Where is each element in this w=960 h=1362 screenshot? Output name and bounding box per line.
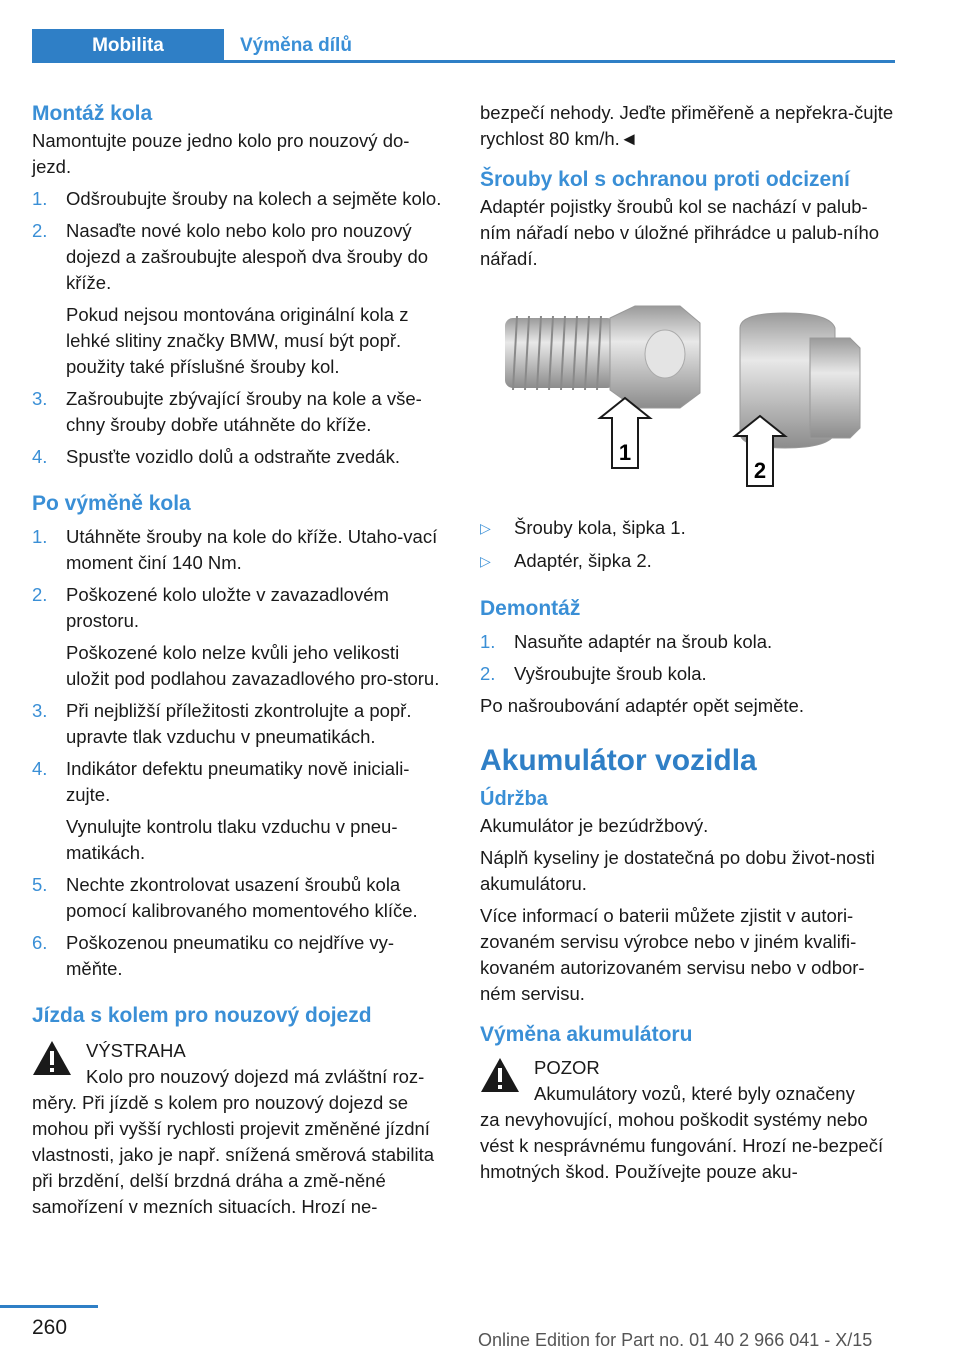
- bullet-list-parts: [480, 515, 895, 574]
- right-column: [480, 100, 895, 1185]
- list-item: 3. Při nejbližší příležitosti zkontrolujte a popř. upravte tlak vzduchu v pneumatikách.: [32, 700, 412, 747]
- caution-box: [480, 1055, 895, 1185]
- page-header: [0, 0, 895, 62]
- list-item: 1. Odšroubujte šrouby na kolech a sejměte kolo.: [32, 188, 442, 209]
- warning-title: VÝSTRAHA: [86, 1040, 186, 1061]
- caution-text-first: Akumulátory vozů, které byly označeny: [534, 1083, 855, 1104]
- list-item: ▷ Šrouby kola, šipka 1.: [480, 515, 895, 541]
- list-item: 2. Nasaďte nové kolo nebo kolo pro nouzový dojezd a zašroubujte alespoň dva šrouby do kříže. Pokud nejsou montována originální kola z lehké slitiny značky BMW, musí být popř. použity také příslušné šrouby kol.: [32, 218, 447, 380]
- battery-text-1: Akumulátor je bezúdržbový.: [480, 815, 709, 836]
- heading-jizda-nouzovy: Jízda s kolem pro nouzový dojezd: [32, 1004, 372, 1027]
- list-item: 1. Utáhněte šrouby na kole do kříže. Utaho-vací moment činí 140 Nm.: [32, 526, 438, 573]
- page-number: 260: [32, 1316, 68, 1339]
- list-item: 2. Poškozené kolo uložte v zavazadlovém prostoru. Poškozené kolo nelze kvůli jeho velikosti uložit pod podlahou zavazadlového pro-storu.: [32, 582, 447, 692]
- heading-montaz-kola: Montáž kola: [32, 102, 153, 125]
- list-item: 6. Poškozenou pneumatiku co nejdříve vy-měňte.: [32, 932, 395, 979]
- heading-udrzba: Údržba: [480, 788, 548, 810]
- adapter-square: [810, 338, 860, 438]
- header-divider: [32, 60, 895, 63]
- adapter-text: Adaptér pojistky šroubů kol se nachází v palub-ním nářadí nebo v úložné přihrádce u palub-ního nářadí.: [480, 196, 880, 269]
- heading-akumulator: Akumulátor vozidla: [480, 744, 757, 777]
- battery-text-2: Náplň kyseliny je dostatečná po dobu život-nosti akumulátoru.: [480, 847, 875, 894]
- left-column: [32, 100, 447, 1220]
- step-note: Vynulujte kontrolu tlaku vzduchu v pneu-matikách.: [66, 816, 398, 863]
- warning-text: měry. Při jízdě s kolem pro nouzový dojezd se mohou při vyšší rychlosti projevit změněné jízdní vlastnosti, jako je např. snížená směrová stabilita při brzdění, delší brzdná dráha a změ-něné samořízení v mezních situacích. Hrozí ne-: [32, 1092, 435, 1217]
- list-item: 3. Zašroubujte zbývající šrouby na kole a vše-chny šrouby dobře utáhněte do kříže.: [32, 388, 422, 435]
- after-text: Po našroubování adaptér opět sejměte.: [480, 695, 804, 716]
- list-item: ▷ Adaptér, šipka 2.: [480, 548, 895, 574]
- steps-list-montaz: [32, 186, 447, 470]
- step-note: Poškozené kolo nelze kvůli jeho velikosti uložit pod podlahou zavazadlového pro-storu.: [66, 642, 440, 689]
- steps-list-demontaz: [480, 629, 895, 687]
- list-item: 2. Vyšroubujte šroub kola.: [480, 663, 707, 684]
- wheel-bolt-illustration: [495, 298, 895, 488]
- caution-title: POZOR: [534, 1057, 600, 1078]
- footer-divider: [0, 1305, 98, 1308]
- heading-vymena-akumulatoru: Výměna akumulátoru: [480, 1023, 693, 1046]
- arrow-label-1: 1: [618, 440, 632, 465]
- heading-demontaz: Demontáž: [480, 597, 581, 620]
- list-item: 4. Spusťte vozidlo dolů a odstraňte zvedák.: [32, 446, 400, 467]
- warning-triangle-icon: [480, 1057, 520, 1093]
- warning-text-first: Kolo pro nouzový dojezd má zvláštní roz-: [86, 1066, 425, 1087]
- intro-text: Namontujte pouze jedno kolo pro nouzový do-jezd.: [32, 130, 410, 177]
- list-item: 5. Nechte zkontrolovat usazení šroubů kola pomocí kalibrovaného momentového klíče.: [32, 874, 418, 921]
- heading-srouby-ochrana: Šrouby kol s ochranou proti odcizení: [480, 168, 850, 191]
- warning-triangle-icon: [32, 1040, 72, 1076]
- caution-text: za nevyhovující, mohou poškodit systémy nebo vést k nesprávnému fungování. Hrozí ne-bezpečí hmotných škod. Používejte pouze aku-: [480, 1109, 884, 1182]
- steps-list-po-vymene: [32, 524, 447, 982]
- footer-edition: Online Edition for Part no. 01 40 2 966 041 - X/15: [478, 1330, 873, 1350]
- tab-mobilita[interactable]: Mobilita: [32, 29, 224, 62]
- continued-text: bezpečí nehody. Jeďte přiměřeně a nepřekra-čujte rychlost 80 km/h.◄: [480, 102, 894, 149]
- warning-box: [32, 1038, 447, 1220]
- heading-po-vymene: Po výměně kola: [32, 492, 191, 515]
- list-item: 1. Nasuňte adaptér na šroub kola.: [480, 631, 773, 652]
- arrow-label-2: 2: [753, 458, 767, 483]
- triangle-bullet-icon: ▷: [480, 520, 491, 536]
- step-note: Pokud nejsou montována originální kola z lehké slitiny značky BMW, musí být popř. použity také příslušné šrouby kol.: [66, 304, 409, 377]
- bolt-thread: [505, 316, 615, 390]
- list-item: 4. Indikátor defektu pneumatiky nově iniciali-zujte. Vynulujte kontrolu tlaku vzduchu v pneu-matikách.: [32, 756, 447, 866]
- triangle-bullet-icon: ▷: [480, 553, 491, 569]
- tab-section[interactable]: Výměna dílů: [240, 34, 352, 56]
- battery-text-3: Více informací o baterii můžete zjistit v autori-zovaném servisu výrobce nebo v jiném kvalifi-kovaném autorizovaném servisu nebo v odbor-ném servisu.: [480, 905, 865, 1004]
